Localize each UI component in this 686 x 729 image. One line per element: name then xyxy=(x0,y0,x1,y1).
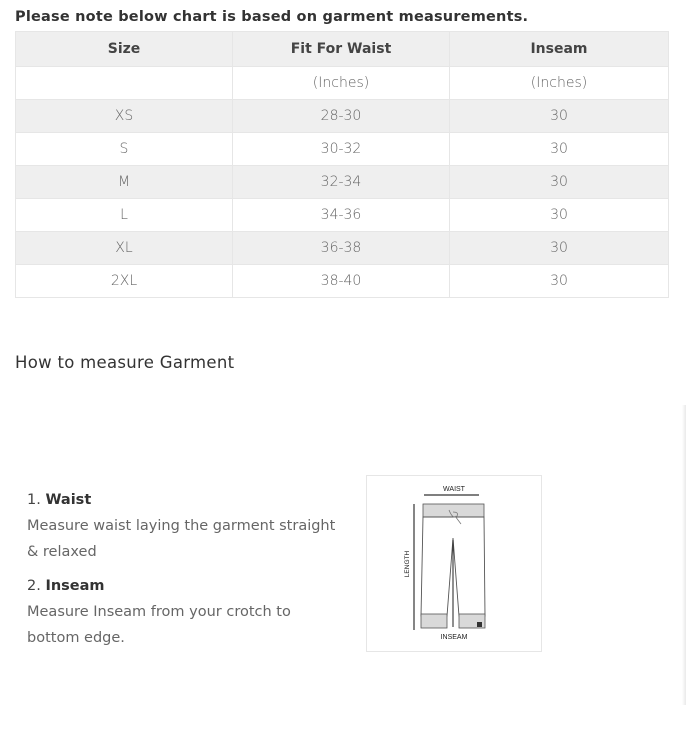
waistband-shape xyxy=(423,504,484,517)
tag-mark xyxy=(477,622,482,627)
instruction-heading xyxy=(27,487,347,513)
instruction-waist xyxy=(27,487,347,565)
header-fit-for-waist: Fit For Waist xyxy=(233,32,450,67)
waist-cell: 30-32 xyxy=(233,133,450,166)
size-cell: M xyxy=(16,166,233,199)
size-cell: S xyxy=(16,133,233,166)
table-row xyxy=(16,232,669,265)
table-row xyxy=(16,199,669,232)
units-cell xyxy=(16,67,233,100)
inseam-cell: 30 xyxy=(450,265,669,298)
size-cell: XS xyxy=(16,100,233,133)
page-edge-shadow xyxy=(682,405,686,705)
instruction-number: 2. xyxy=(27,578,41,594)
garment-measure-diagram xyxy=(366,475,542,652)
measure-instructions xyxy=(27,487,347,659)
units-cell: (Inches) xyxy=(233,67,450,100)
header-size: Size xyxy=(16,32,233,67)
instruction-inseam xyxy=(27,573,347,651)
table-row xyxy=(16,133,669,166)
instruction-text: Measure Inseam from your crotch to bottom edge. xyxy=(27,604,291,646)
waist-cell: 28-30 xyxy=(233,100,450,133)
waist-label: WAIST xyxy=(443,486,465,493)
instruction-heading xyxy=(27,573,347,599)
units-row xyxy=(16,67,669,100)
table-row xyxy=(16,100,669,133)
length-label: LENGTH xyxy=(404,550,411,578)
units-cell: (Inches) xyxy=(450,67,669,100)
size-cell: XL xyxy=(16,232,233,265)
waist-cell: 38-40 xyxy=(233,265,450,298)
table-header-row xyxy=(16,32,669,67)
left-cuff-shape xyxy=(421,614,447,628)
inseam-cell: 30 xyxy=(450,133,669,166)
section-title: How to measure Garment xyxy=(15,353,235,372)
table-row xyxy=(16,166,669,199)
size-chart-table xyxy=(15,31,669,298)
chart-note: Please note below chart is based on garment measurements. xyxy=(15,9,529,25)
inseam-label: INSEAM xyxy=(440,634,468,641)
waist-cell: 36-38 xyxy=(233,232,450,265)
inseam-cell: 30 xyxy=(450,232,669,265)
header-inseam: Inseam xyxy=(450,32,669,67)
inseam-cell: 30 xyxy=(450,199,669,232)
instruction-title: Inseam xyxy=(45,578,105,594)
size-cell: L xyxy=(16,199,233,232)
instruction-number: 1. xyxy=(27,492,41,508)
inseam-cell: 30 xyxy=(450,166,669,199)
instruction-text: Measure waist laying the garment straight & relaxed xyxy=(27,518,336,560)
waist-cell: 34-36 xyxy=(233,199,450,232)
instruction-title: Waist xyxy=(45,492,92,508)
size-cell: 2XL xyxy=(16,265,233,298)
pants-illustration xyxy=(367,476,541,651)
inseam-cell: 30 xyxy=(450,100,669,133)
waist-cell: 32-34 xyxy=(233,166,450,199)
table-row xyxy=(16,265,669,298)
